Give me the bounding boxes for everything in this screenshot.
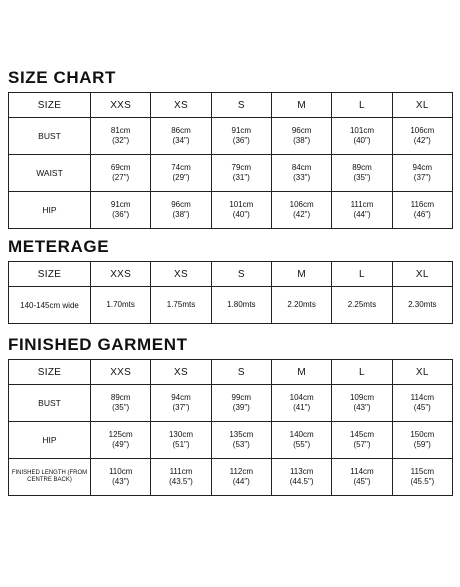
table-row-bust (9, 118, 453, 155)
table-cell: 89cm (35") (332, 155, 392, 192)
table-cell: 135cm (53") (211, 422, 271, 459)
table-cell: 94cm (37") (392, 155, 452, 192)
header-xxs: XXS (91, 262, 151, 287)
table-cell: 150cm (59") (392, 422, 452, 459)
table-cell: 86cm (34") (151, 118, 211, 155)
finished-garment-table (8, 359, 453, 496)
header-xl: XL (392, 262, 452, 287)
row-label-finished-length: FINISHED LENGTH (FROM CENTRE BACK) (9, 459, 91, 496)
table-cell: 114cm (45") (392, 385, 452, 422)
table-cell: 1.80mts (211, 287, 271, 324)
header-s: S (211, 262, 271, 287)
table-cell: 106cm (42") (392, 118, 452, 155)
table-cell: 1.75mts (151, 287, 211, 324)
row-label-hip: HIP (9, 192, 91, 229)
table-row-bust (9, 385, 453, 422)
table-row-hip (9, 192, 453, 229)
table-row-fabric-width (9, 287, 453, 324)
table-cell: 81cm (32") (91, 118, 151, 155)
header-xs: XS (151, 360, 211, 385)
table-cell: 69cm (27") (91, 155, 151, 192)
header-xl: XL (392, 93, 452, 118)
row-label-hip: HIP (9, 422, 91, 459)
header-m: M (271, 360, 331, 385)
table-cell: 140cm (55") (271, 422, 331, 459)
header-size: SIZE (9, 93, 91, 118)
header-s: S (211, 93, 271, 118)
table-cell: 101cm (40") (211, 192, 271, 229)
table-cell: 91cm (36") (211, 118, 271, 155)
table-cell: 115cm (45.5") (392, 459, 452, 496)
table-cell: 96cm (38") (271, 118, 331, 155)
header-m: M (271, 262, 331, 287)
header-size: SIZE (9, 262, 91, 287)
header-s: S (211, 360, 271, 385)
header-xxs: XXS (91, 93, 151, 118)
header-l: L (332, 360, 392, 385)
meterage-title: METERAGE (8, 237, 110, 256)
table-cell: 2.20mts (271, 287, 331, 324)
meterage-table (8, 261, 453, 324)
header-m: M (271, 93, 331, 118)
table-cell: 84cm (33") (271, 155, 331, 192)
table-cell: 109cm (43") (332, 385, 392, 422)
header-size: SIZE (9, 360, 91, 385)
table-cell: 106cm (42") (271, 192, 331, 229)
table-cell: 114cm (45") (332, 459, 392, 496)
table-header-row (9, 262, 453, 287)
table-cell: 2.25mts (332, 287, 392, 324)
table-cell: 104cm (41") (271, 385, 331, 422)
table-cell: 91cm (36") (91, 192, 151, 229)
header-xs: XS (151, 93, 211, 118)
header-l: L (332, 93, 392, 118)
table-cell: 89cm (35") (91, 385, 151, 422)
header-l: L (332, 262, 392, 287)
table-cell: 111cm (44") (332, 192, 392, 229)
table-cell: 1.70mts (91, 287, 151, 324)
table-row-waist (9, 155, 453, 192)
header-xs: XS (151, 262, 211, 287)
table-cell: 111cm (43.5") (151, 459, 211, 496)
table-cell: 110cm (43") (91, 459, 151, 496)
table-cell: 116cm (46") (392, 192, 452, 229)
table-cell: 145cm (57") (332, 422, 392, 459)
row-label-bust: BUST (9, 118, 91, 155)
row-label-waist: WAIST (9, 155, 91, 192)
table-row-finished-length (9, 459, 453, 496)
table-cell: 99cm (39") (211, 385, 271, 422)
table-cell: 96cm (38") (151, 192, 211, 229)
table-header-row (9, 360, 453, 385)
header-xl: XL (392, 360, 452, 385)
table-cell: 113cm (44.5") (271, 459, 331, 496)
table-cell: 94cm (37") (151, 385, 211, 422)
table-cell: 79cm (31") (211, 155, 271, 192)
table-row-hip (9, 422, 453, 459)
finished-garment-title: FINISHED GARMENT (8, 335, 188, 354)
size-chart-table (8, 92, 453, 229)
table-cell: 101cm (40") (332, 118, 392, 155)
table-cell: 130cm (51") (151, 422, 211, 459)
row-label-bust: BUST (9, 385, 91, 422)
table-header-row (9, 93, 453, 118)
table-cell: 2.30mts (392, 287, 452, 324)
table-cell: 74cm (29") (151, 155, 211, 192)
table-cell: 112cm (44") (211, 459, 271, 496)
header-xxs: XXS (91, 360, 151, 385)
size-chart-title: SIZE CHART (8, 68, 116, 87)
row-label-fabric-width: 140-145cm wide (9, 287, 91, 324)
table-cell: 125cm (49") (91, 422, 151, 459)
